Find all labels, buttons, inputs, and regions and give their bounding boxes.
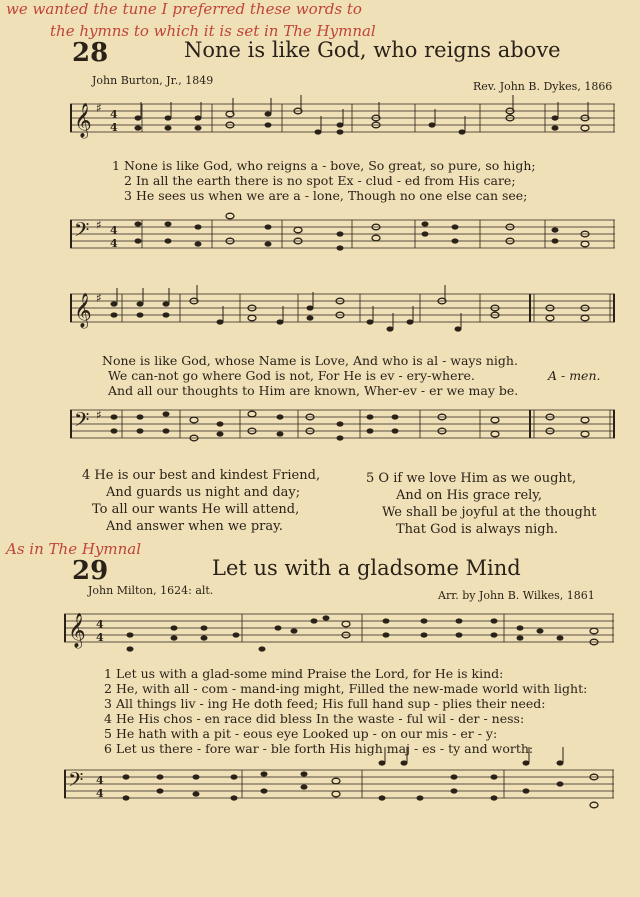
amen-label: A - men. <box>548 368 601 383</box>
stanza-line: To all our wants He will attend, <box>92 502 300 517</box>
svg-text:4: 4 <box>110 237 118 250</box>
bass-clef-icon: 𝄢 <box>74 218 90 246</box>
staff-lines <box>64 760 614 820</box>
hymn-28-title: None is like God, who reigns above <box>184 38 561 62</box>
stanza-text: O if we love Him as we ought, <box>378 471 577 486</box>
stanza-number: 4 <box>82 468 91 483</box>
svg-text:4: 4 <box>110 121 118 134</box>
hymn-28-stanza-5 <box>366 470 596 538</box>
handwritten-note-top-2: the hymns to which it is set in The Hymnal <box>50 22 376 40</box>
hymn-28-number: 28 <box>72 38 109 68</box>
hymn-29-verse-5 <box>104 726 497 741</box>
hymn-28-verse-3 <box>124 188 527 203</box>
svg-text:4: 4 <box>96 618 104 631</box>
svg-text:♯: ♯ <box>96 408 102 422</box>
hymn-28-stanza-4 <box>82 467 320 535</box>
staff-lines <box>70 98 615 142</box>
hymn-29-verse-3 <box>104 696 546 711</box>
svg-text:♯: ♯ <box>96 291 102 305</box>
hymn-29-treble-staff <box>64 606 614 656</box>
verse-number: 2 <box>104 681 112 696</box>
verse-text: Let us with a glad-some mind Praise the Lord, for He is kind: <box>115 666 504 681</box>
hymn-29-bass-staff <box>64 760 614 820</box>
bass-clef-icon: 𝄢 <box>68 768 84 796</box>
verse-text: He, with all - com - mand-ing might, Filled the new-made world with light: <box>115 681 588 696</box>
hymn-29-composer: Arr. by John B. Wilkes, 1861 <box>438 589 595 602</box>
handwritten-note-mid: As in The Hymnal <box>6 540 142 558</box>
treble-clef-icon: 𝄞 <box>74 103 92 138</box>
stanza-line: That God is always nigh. <box>396 522 559 537</box>
hymn-29-verse-1 <box>104 666 503 681</box>
svg-text:♯: ♯ <box>96 101 102 115</box>
treble-clef-icon: 𝄞 <box>74 293 92 328</box>
stanza-text: He is our best and kindest Friend, <box>94 468 321 483</box>
staff-lines <box>70 210 615 260</box>
verse-number: 4 <box>104 711 112 726</box>
verse-number: 1 <box>104 666 112 681</box>
svg-text:4: 4 <box>96 787 104 800</box>
hymn-29-number: 29 <box>72 556 109 586</box>
stanza-line: And guards us night and day; <box>106 485 301 500</box>
svg-text:4: 4 <box>96 774 104 787</box>
hymn-28-verse-1 <box>112 158 536 173</box>
stanza-line: We shall be joyful at the thought <box>382 505 597 520</box>
svg-text:4: 4 <box>110 224 118 237</box>
verse-text: In all the earth there is no spot Ex - clud - ed from His care; <box>135 173 516 188</box>
verse-text: All things liv - ing He doth feed; His full hand sup - plies their need: <box>115 696 546 711</box>
svg-text:♯: ♯ <box>96 218 102 232</box>
hymn-29-verse-2 <box>104 681 587 696</box>
stanza-line <box>82 467 320 484</box>
hymn-28-verse-2 <box>124 173 516 188</box>
staff-lines <box>70 400 615 450</box>
hymn-28-system-1-bass-staff <box>70 210 615 260</box>
hymn-28-refrain-line-2: We can-not go where God is not, For He is ev - ery-where. <box>108 368 475 383</box>
treble-clef-icon: 𝄞 <box>68 613 86 648</box>
stanza-number: 5 <box>366 471 375 486</box>
verse-text: Let us there - fore war - ble forth His high maj - es - ty and worth: <box>115 741 534 756</box>
verse-number: 3 <box>124 188 132 203</box>
bass-clef-icon: 𝄢 <box>74 408 90 436</box>
svg-text:4: 4 <box>110 108 118 121</box>
handwritten-note-top-1: we wanted the tune I preferred these words to <box>6 0 362 18</box>
stanza-line: And answer when we pray. <box>106 519 283 534</box>
verse-text: He hath with a pit - eous eye Looked up - on our mis - er - y: <box>115 726 498 741</box>
verse-number: 6 <box>104 741 112 756</box>
verse-number: 3 <box>104 696 112 711</box>
staff-lines <box>64 606 614 656</box>
hymn-28-author: John Burton, Jr., 1849 <box>92 74 214 87</box>
hymn-28-system-2-bass-staff <box>70 400 615 450</box>
svg-text:4: 4 <box>96 631 104 644</box>
stanza-line <box>366 470 596 487</box>
verse-number: 1 <box>112 158 120 173</box>
verse-number: 2 <box>124 173 132 188</box>
hymn-29-author: John Milton, 1624: alt. <box>88 584 214 597</box>
hymn-28-composer: Rev. John B. Dykes, 1866 <box>473 80 613 93</box>
hymn-28-refrain-line-1: None is like God, whose Name is Love, And who is al - ways nigh. <box>102 353 518 368</box>
hymn-28-refrain-line-3: And all our thoughts to Him are known, Wher-ev - er we may be. <box>108 383 519 398</box>
stanza-line: And on His grace rely, <box>396 488 543 503</box>
verse-text: He His chos - en race did bless In the waste - ful wil - der - ness: <box>115 711 525 726</box>
verse-number: 5 <box>104 726 112 741</box>
hymn-28-system-2-treble-staff <box>70 288 615 332</box>
verse-text: He sees us when we are a - lone, Though no one else can see; <box>135 188 528 203</box>
hymn-29-title: Let us with a gladsome Mind <box>212 556 521 580</box>
verse-text: None is like God, who reigns a - bove, So great, so pure, so high; <box>123 158 536 173</box>
hymn-28-system-1-treble-staff <box>70 98 615 142</box>
hymn-29-verse-6 <box>104 741 533 756</box>
hymn-29-verse-4 <box>104 711 524 726</box>
staff-lines <box>70 288 615 332</box>
